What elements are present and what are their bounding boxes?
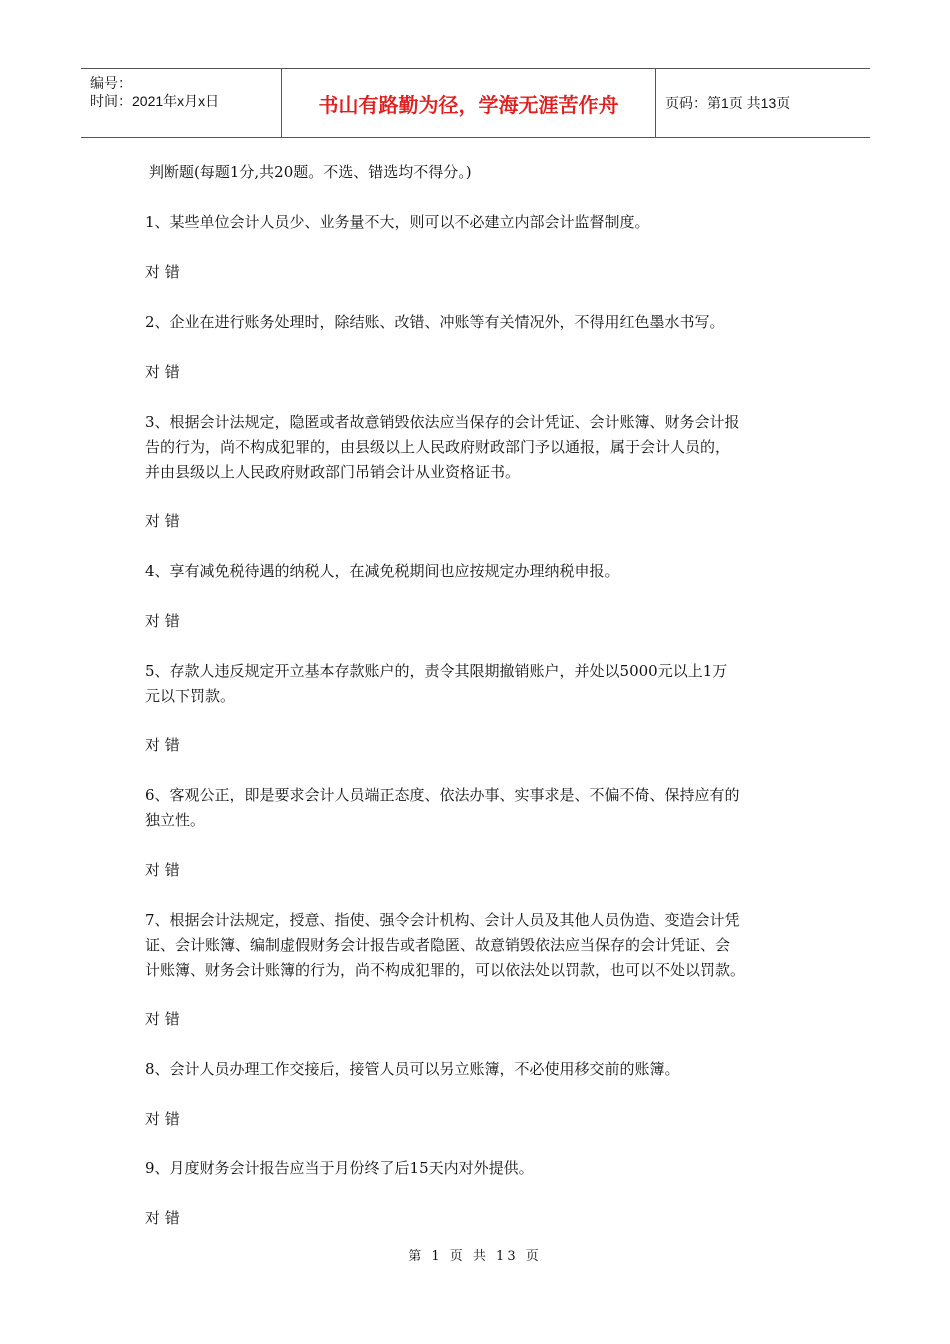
question-2-answer-choices: 对 错 [145,363,180,381]
question-4-line-1: 4、享有减免税待遇的纳税人，在减免税期间也应按规定办理纳税申报。 [145,562,620,580]
question-7-line-2: 证、会计账簿、编制虚假财务会计报告或者隐匿、故意销毁依法应当保存的会计凭证、会 [145,936,731,954]
question-5-answer-choices: 对 错 [145,736,180,754]
page-footer: 第 1 页 共 13 页 [408,1249,542,1264]
document-number-label: 编号： [90,75,132,91]
question-3-line-1: 3、根据会计法规定，隐匿或者故意销毁依法应当保存的会计凭证、会计账簿、财务会计报 [145,413,740,431]
question-1-line-1: 1、某些单位会计人员少、业务量不大，则可以不必建立内部会计监督制度。 [145,213,650,231]
question-3-line-2: 告的行为，尚不构成犯罪的，由县级以上人民政府财政部门予以通报，属于会计人员的， [145,438,731,456]
question-5-line-1: 5、存款人违反规定开立基本存款账户的，责令其限期撤销账户，并处以5000元以上1万 [145,662,728,680]
page-header [81,68,870,138]
header-motto: 书山有路勤为径，学海无涯苦作舟 [281,69,656,137]
header-meta [81,69,281,137]
question-2-line-1: 2、企业在进行账务处理时，除结账、改错、冲账等有关情况外，不得用红色墨水书写。 [145,313,725,331]
question-7-answer-choices: 对 错 [145,1010,180,1028]
question-3-line-3: 并由县级以上人民政府财政部门吊销会计从业资格证书。 [145,463,521,481]
question-7-line-1: 7、根据会计法规定，授意、指使、强令会计机构、会计人员及其他人员伪造、变造会计凭 [145,911,740,929]
section-intro: 判断题(每题1分,共20题。不选、错选均不得分。) [149,163,472,181]
question-6-line-1: 6、客观公正，即是要求会计人员端正态度、依法办事、实事求是、不偏不倚、保持应有的 [145,786,740,804]
question-7-line-3: 计账簿、财务会计账簿的行为，尚不构成犯罪的，可以依法处以罚款，也可以不处以罚款。 [145,961,746,979]
question-3-answer-choices: 对 错 [145,512,180,530]
question-8-line-1: 8、会计人员办理工作交接后，接管人员可以另立账簿，不必使用移交前的账簿。 [145,1060,680,1078]
header-page-info: 页码：第1页 共13页 [665,95,791,111]
question-8-answer-choices: 对 错 [145,1110,180,1128]
question-1-answer-choices: 对 错 [145,263,180,281]
document-date-label: 时间：2021年x月x日 [90,93,220,109]
question-6-line-2: 独立性。 [145,811,206,829]
question-6-answer-choices: 对 错 [145,861,180,879]
question-5-line-2: 元以下罚款。 [145,687,236,705]
question-9-line-1: 9、月度财务会计报告应当于月份终了后15天内对外提供。 [145,1159,534,1177]
question-9-answer-choices: 对 错 [145,1209,180,1227]
question-4-answer-choices: 对 错 [145,612,180,630]
